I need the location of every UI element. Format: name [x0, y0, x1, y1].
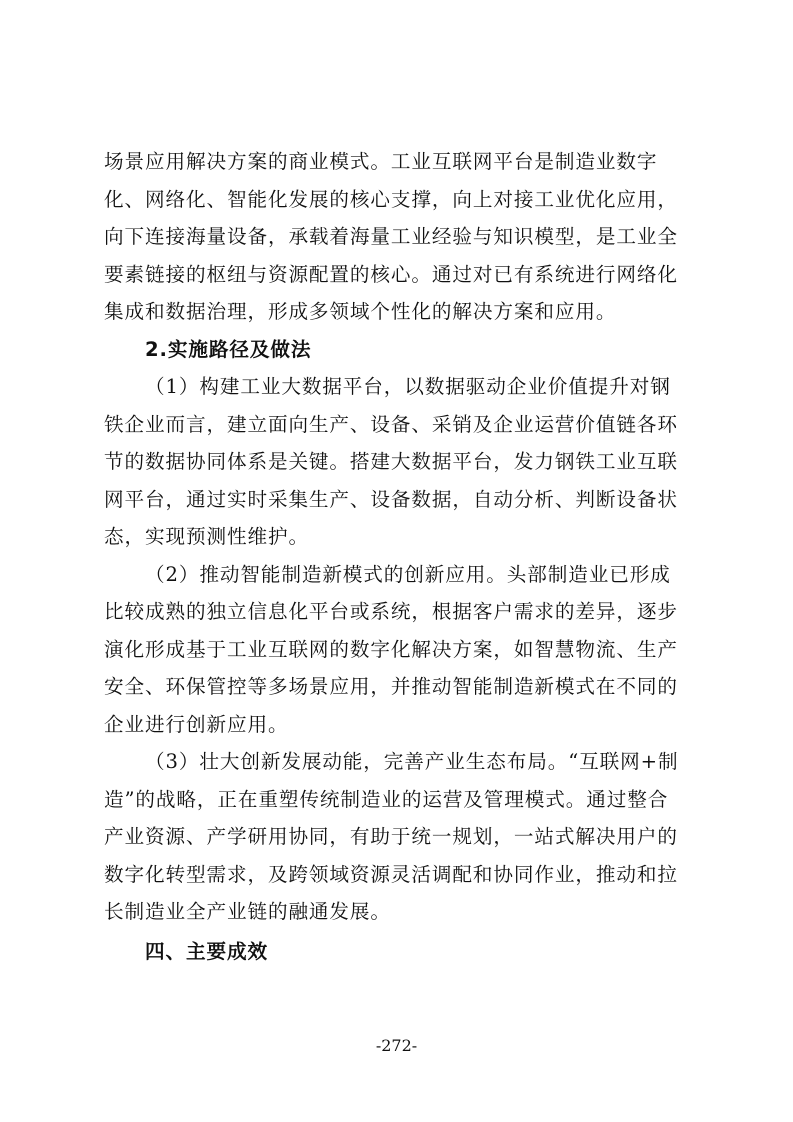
text-line: （2）推动智能制造新模式的创新应用。头部制造业已形成 [145, 562, 671, 586]
text-line: （3）壮大创新发展动能，完善产业生态布局。“互联网+制 [145, 750, 679, 773]
text-line: 态，实现预测性维护。 [104, 525, 309, 548]
paragraph-1 [104, 143, 689, 331]
text-line: 场景应用解决方案的商业模式。工业互联网平台是制造业数字 [104, 150, 658, 173]
text-line: 节的数据协同体系是关键。搭建大数据平台，发力钢铁工业互联 [104, 450, 678, 473]
text-line: 演化形成基于工业互联网的数字化解决方案，如智慧物流、生产 [104, 637, 678, 661]
page-number: -272- [375, 1036, 418, 1055]
subsection-heading: 2.实施路径及做法 [145, 337, 312, 361]
paragraph-2 [104, 368, 689, 556]
text-line: 比较成熟的独立信息化平台或系统，根据客户需求的差异，逐步 [104, 600, 678, 623]
text-line: 要素链接的枢纽与资源配置的核心。通过对已有系统进行网络化 [104, 262, 678, 286]
text-line: 向下连接海量设备，承载着海量工业经验与知识模型，是工业全 [104, 225, 678, 248]
text-line: 安全、环保管控等多场景应用，并推动智能制造新模式在不同的 [104, 675, 678, 698]
text-line: 网平台，通过实时采集生产、设备数据，自动分析、判断设备状 [104, 487, 678, 511]
text-line: （1）构建工业大数据平台，以数据驱动企业价值提升对钢 [145, 375, 671, 398]
text-line: 数字化转型需求，及跨领域资源灵活调配和协同作业，推动和拉 [104, 862, 678, 886]
text-line: 集成和数据治理，形成多领域个性化的解决方案和应用。 [104, 300, 617, 323]
text-line: 化、网络化、智能化发展的核心支撑，向上对接工业优化应用， [104, 187, 678, 211]
paragraph-4 [104, 743, 689, 931]
section-heading: 四、主要成效 [145, 939, 268, 963]
text-line: 企业进行创新应用。 [104, 712, 289, 736]
text-line: 产业资源、产学研用协同，有助于统一规划，一站式解决用户的 [104, 825, 678, 848]
document-body [104, 143, 689, 970]
paragraph-3 [104, 556, 689, 744]
text-line: 铁企业而言，建立面向生产、设备、采销及企业运营价值链各环 [104, 412, 678, 436]
text-line: 造”的战略，正在重塑传统制造业的运营及管理模式。通过整合 [104, 787, 669, 811]
text-line: 长制造业全产业链的融通发展。 [104, 900, 391, 923]
